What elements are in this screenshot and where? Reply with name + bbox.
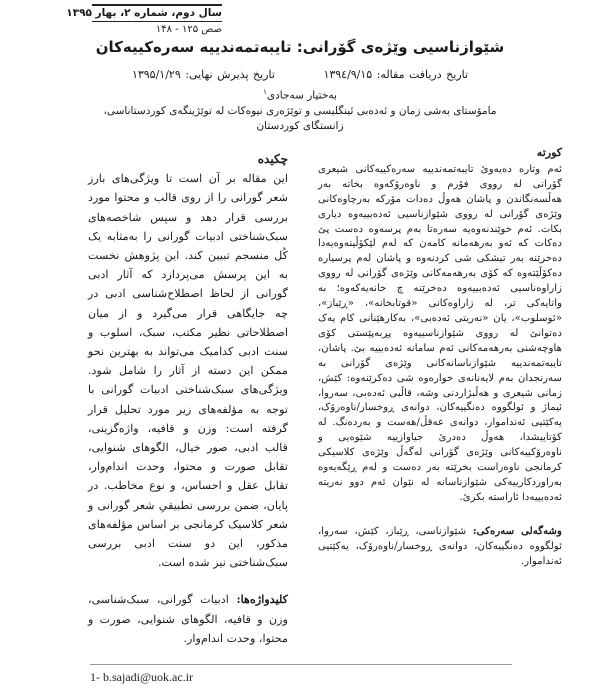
received-date-group [319,68,468,81]
kurdish-abstract-heading: کورتە [536,146,562,159]
article-dates [0,68,600,81]
kurdish-keywords [318,524,562,570]
kurdish-keywords-label: وشەگەلی سەرەکی: [472,524,562,537]
issue-line: سال دوم، شماره ۲، بهار ۱۳۹۵ [92,6,222,22]
persian-keywords-label: کلیدواژه‌ها: [236,592,289,607]
persian-abstract [88,150,288,648]
affiliation-line-1: مامۆستای بەشی زمان و ئەدەبی ئینگلیسی و توێژەری نیوەکات لە توێژینگەی کوردستاناسی، [103,105,497,117]
author-name: بەختیار سەجادی [266,89,337,102]
accepted-date-group [132,68,275,81]
footnote-email: 1- b.sajadi@uok.ac.ir [90,670,194,684]
page-range: صص ۱۲۵ - ۱۴۸ [155,24,222,35]
received-label: تاریخ دریافت مقاله: [376,68,469,81]
accepted-label: تاریخ پذیرش نهایی: [185,68,275,81]
article-title: شێوازناسیی وێژەی گۆرانی: تایبەتمەندییە سەرەکییەکان [95,38,505,56]
footnote-divider [90,664,512,665]
persian-abstract-body: این مقاله بر آن است تا ویژگی‌های بارز شعر گورانی را از روی قالب و محتوا مورد بررسی قرار دهد و سپس شاخصه‌های سبک‌شناختی ادبیات گورانی را به‌مثابه یک کُل منسجم تبیین کند. این پژوهش نخست به این پرسش می‌پردازد که آثار ادبی گورانی از لحاظ اصطلاح‌شناسی ادبی در چه جایگاهی قرار می‌گیرد و از میان اصطلاحاتی نظیر مکتب، سبک، اسلوب و سنت ادبی کدامیک می‌تواند به بهترین نحو ممکن این دسته از آثار را شامل شود. ویژگی‌های سبک‌شناختی ادبیات گورانی با توجه به مؤلفه‌های زیر مورد تحلیل قرار گرفته است: وزن و قافیه، واژه‌گزینی، قالب ادبی، صور خیال، الگوهای شنوایی، تقابل صورت و محتوا، وحدت اندام‌وار، تقابل عقل و احساس، و نوع مخاطب. در پایان، ضمن بررسی تطبیقیِ شعر گورانی و شعر کلاسیک کرمانجی بر اساس مؤلفه‌های مذکور، این دو سنت ادبی بررسی سبک‌شناختی نیز شده است. [88,172,288,570]
persian-keywords-text: ادبیات گورانی، سبک‌شناسی، وزن و قافیه، الگوهای شنوایی، صورت و محتوا، وحدت اندام‌وار. [88,593,288,645]
kurdish-keywords-text: شێوازناسی، ڕێباز، کێش، سەروا، ئولگووە دەنگییەکان، دوانەی ڕوخسار/ناوەرۆک، یەکێتیی ئەنداموار. [318,525,562,567]
persian-abstract-heading: چکیده [257,152,288,166]
accepted-date: ۱۳۹۵/۱/۲۹ [131,68,181,81]
persian-keywords [88,590,288,648]
journal-header [66,0,222,35]
author-footnote-marker: ۱ [263,88,267,96]
kurdish-abstract-body: ئەم وتارە دەیەوێ تایبەتمەندییە سەرەکییەکانی شیعری گۆرانی لە رووی فۆرم و ناوەرۆکەوە بخاتە بەر هەڵسەنگاندن و پاشان هەوڵ دەدات مۆرکە بەرچاوەکانی وێژەی گۆرانی لە رووی شێوازناسیی ئەدەبییەوە دیاری بکات. ئەم خوێندنەوەیە سەرەتا بەم پرسەوە دەست پێ دەکات کە ئەو بەرهەمانە کامەن کە لەم لێکۆڵینەوەیەدا دەخرێنە بەر تیشکی شی کردنەوە و پاشان لەم پرسیارە دەکۆڵێتەوە کە کۆی بەرهەمەکانی وێژەی گۆرانی لە رووی زاراوەناسیی ئەدەبییەوە دەخرێنە چ خانەیەکەوە؛ بە واتایەکی تر، لە زاراوەکانی «قوتابخانە»، «ڕێباز»، «ئوسلوب»، یان «نەریتی ئەدەبی»، بەکارهێنانی کام یەک دەتوانێ لە رووی شێوازناسییەوە پڕبەپێستی کۆی هاوچەشنی بەرهەمەکانی ئەم سامانە ئەدەبییە بێ. پاشان، تایبەتمەندییە شێوازناسانەکانی وێژەی گۆرانی بە سەرنجدان بەم لایەنانەی خوارەوە شی دەکرێنەوە: کێش، زمانی شیعری و هەڵبژاردنی وشە، قاڵبی ئەدەبی، سەروا، ئیماژ و ئولگووە دەنگییەکان، دوانەی ڕوخسار/ناوەرۆک، یەکێتیی ئەنداموار، دوانەی عەقڵ/هەست و بەردەنگ. لە کۆتاییشدا، هەوڵ دەدرێ جیاوازییە شێوەیی و ناوەرۆکییەکانی وێژەی گۆرانی لەگەڵ وێژەی کلاسیکی کرمانجی ناوەراست بخرێتە بەر دەست و لەم ڕێگەیەوە بەراوردکارییەکی شێوازناسانە لە نێوان ئەم دوو نەریتە ئەدەبییەدا ئاراستە بکرێ. [318,163,562,503]
kurdish-abstract [318,146,562,569]
received-date: ۱۳۹٤/۹/۱۵ [323,68,373,81]
author [0,88,600,102]
affiliation-line-2: زانستگای کوردستان [256,120,344,132]
author-affiliation [0,104,600,134]
